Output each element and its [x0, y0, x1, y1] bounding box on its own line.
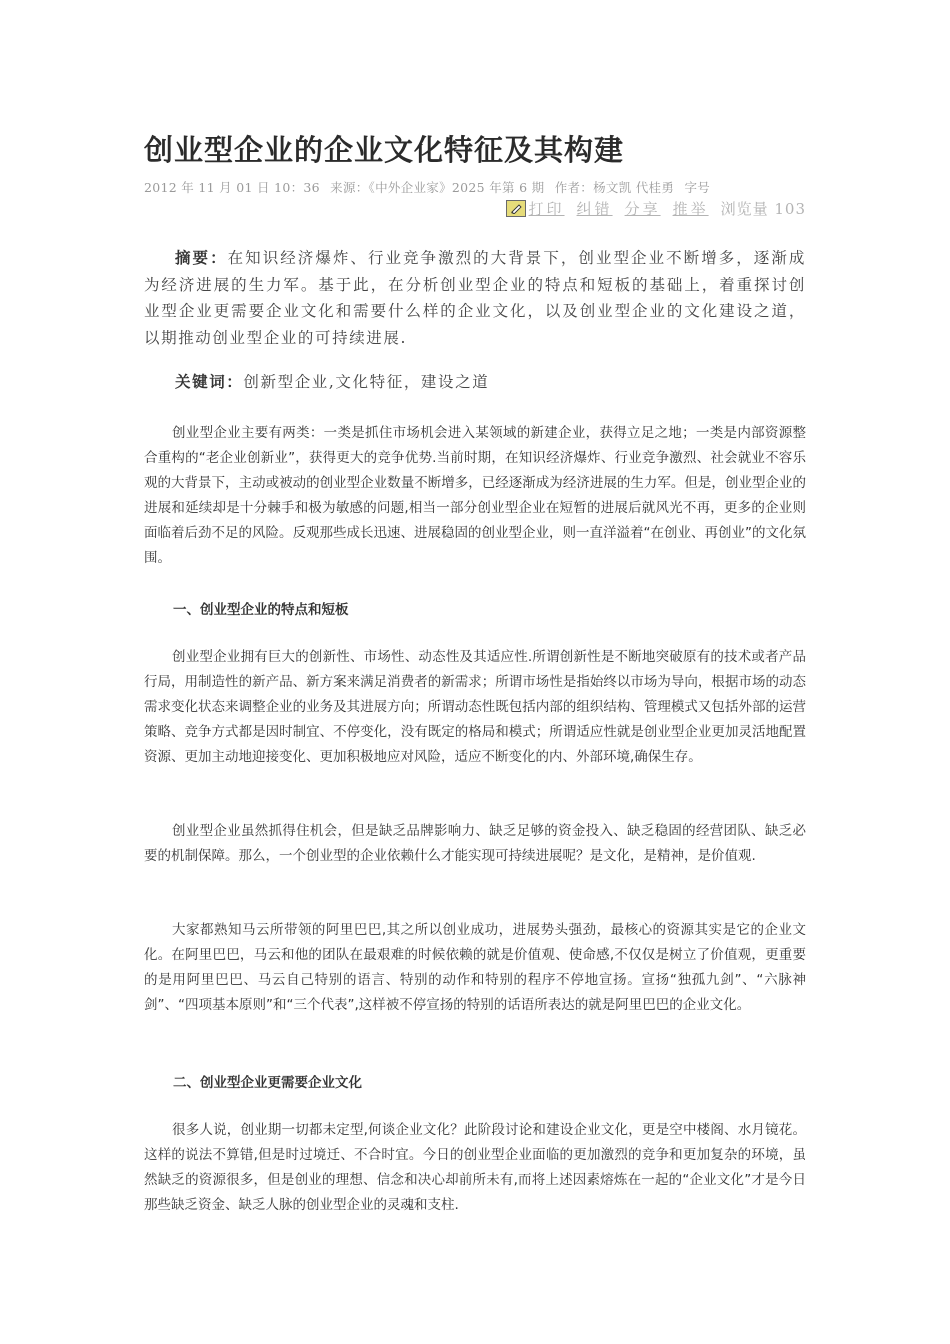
author: 作者：杨文凯 代桂勇: [554, 180, 675, 195]
section-heading: 一、创业型企业的特点和短板: [173, 602, 349, 618]
article-title: 创业型企业的企业文化特征及其构建: [144, 133, 625, 167]
correct-link[interactable]: 纠错: [576, 200, 613, 218]
abstract-text: 在知识经济爆炸、行业竞争激烈的大背景下，创业型企业不断增多，逐渐成为经济进展的生力军。基于此，在分析创业型企业的特点和短板的基础上，着重探讨创业型企业更需要企业文化和需要什么样的企业文化，以及创业型企业的文化建设之道，以期推动创业型企业的可持续进展.: [144, 249, 806, 347]
view-count: 浏览量 103: [720, 200, 806, 218]
keywords: [175, 370, 489, 392]
font-size-label[interactable]: 字号: [684, 180, 711, 195]
keywords-text: 创新型企业,文化特征，建设之道: [243, 373, 490, 391]
body-paragraph: 创业型企业主要有两类：一类是抓住市场机会进入某领域的新建企业，获得立足之地；一类是内部资源整合重构的“老企业创新业”，获得更大的竞争优势.当前时期，在知识经济爆炸、行业竞争激烈、社会就业不容乐观的大背景下，主动或被动的创业型企业数量不断增多，已经逐渐成为经济进展的生力军。但是，创业型企业的进展和延续却是十分棘手和极为敏感的问题,相当一部分创业型企业在短暂的进展后就风光不再，更多的企业则面临着后劲不足的风险。反观那些成长迅速、进展稳固的创业型企业，则一直洋溢着“在创业、再创业”的文化氛围。: [144, 425, 806, 566]
article-meta: [144, 178, 716, 196]
source: 来源：《中外企业家》2025 年第 6 期: [330, 180, 545, 195]
publish-date: 2012 年 11 月 01 日 10：36: [144, 180, 320, 195]
print-icon[interactable]: [506, 200, 526, 217]
article-toolbar: [506, 198, 806, 219]
recommend-link[interactable]: 推举: [672, 200, 709, 218]
body-paragraph: 创业型企业虽然抓得住机会，但是缺乏品牌影响力、缺乏足够的资金投入、缺乏稳固的经营团队、缺乏必要的机制保障。那么，一个创业型的企业依赖什么才能实现可持续进展呢？是文化，是精神，是价值观.: [144, 823, 806, 864]
keywords-label: 关键词：: [175, 372, 244, 391]
abstract-label: 摘要：: [175, 248, 228, 267]
abstract: [144, 245, 806, 351]
body-paragraph: 大家都熟知马云所带领的阿里巴巴,其之所以创业成功，进展势头强劲，最核心的资源其实是它的企业文化。在阿里巴巴，马云和他的团队在最艰难的时候依赖的就是价值观、使命感,不仅仅是树立了价值观，更重要的是用阿里巴巴、马云自己特别的语言、特别的动作和特别的程序不停地宣扬。宣扬“独孤九剑”、“六脉神剑”、“四项基本原则”和“三个代表”,这样被不停宣扬的特别的话语所表达的就是阿里巴巴的企业文化。: [144, 922, 806, 1013]
section-heading: 二、创业型企业更需要企业文化: [173, 1075, 362, 1091]
body-paragraph: 很多人说，创业期一切都未定型,何谈企业文化？此阶段讨论和建设企业文化，更是空中楼阁、水月镜花。这样的说法不算错,但是时过境迁、不合时宜。今日的创业型企业面临的更加激烈的竞争和更加复杂的环境，虽然缺乏的资源很多，但是创业的理想、信念和决心却前所未有,而将上述因素熔炼在一起的“企业文化”才是今日那些缺乏资金、缺乏人脉的创业型企业的灵魂和支柱.: [144, 1122, 806, 1213]
print-link[interactable]: 打印: [528, 200, 565, 218]
body-paragraph: 创业型企业拥有巨大的创新性、市场性、动态性及其适应性.所谓创新性是不断地突破原有的技术或者产品行局，用制造性的新产品、新方案来满足消费者的新需求；所谓市场性是指始终以市场为导向，根据市场的动态需求变化状态来调整企业的业务及其进展方向；所谓动态性既包括内部的组织结构、管理模式又包括外部的运营策略、竞争方式都是因时制宜、不停变化，没有既定的格局和模式；所谓适应性就是创业型企业更加灵活地配置资源、更加主动地迎接变化、更加积极地应对风险，适应不断变化的内、外部环境,确保生存。: [144, 649, 806, 765]
share-link[interactable]: 分享: [624, 200, 661, 218]
